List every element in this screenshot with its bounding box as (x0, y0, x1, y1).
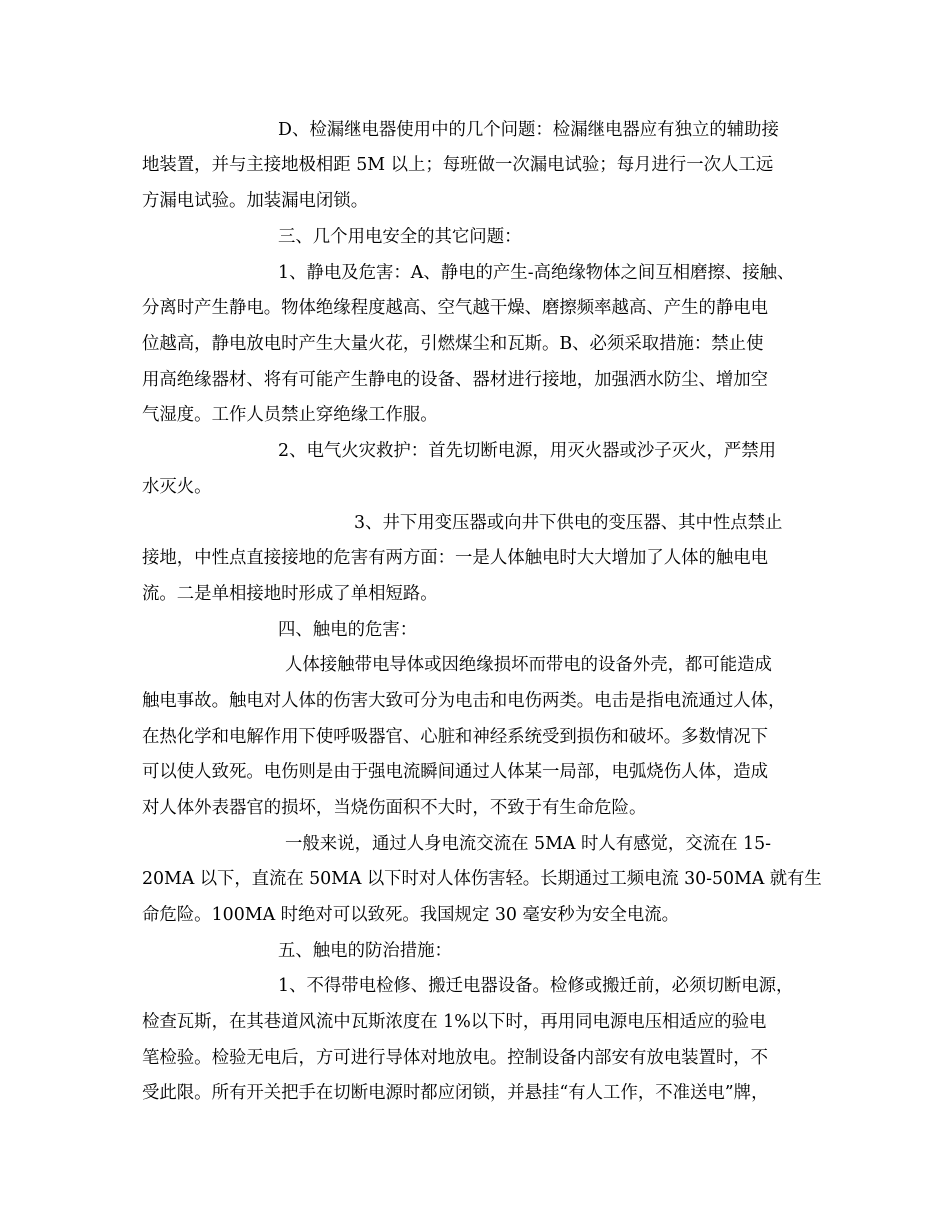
measure-1-line-2: 检查瓦斯，在其巷道风流中瓦斯浓度在 1%以下时，再用同电源电压相适应的验电 (142, 1012, 767, 1032)
item-1-line-5: 气湿度。工作人员禁止穿绝缘工作服。 (142, 405, 438, 425)
current-para-line-2: 20MA 以下，直流在 50MA 以下时对人体伤害轻。长期通过工频电流 30-50MA 就有生 (142, 869, 822, 889)
item-3-line-3: 流。二是单相接地时形成了单相短路。 (142, 584, 438, 604)
paragraph-d-line-1: D、检漏继电器使用中的几个问题：检漏继电器应有独立的辅助接 (278, 120, 779, 140)
paragraph-d-line-2: 地装置，并与主接地极相距 5M 以上；每班做一次漏电试验；每月进行一次人工远 (142, 155, 774, 175)
current-para-line-1: 一般来说，通过人身电流交流在 5MA 时人有感觉，交流在 15- (285, 834, 772, 854)
item-3-line-2: 接地，中性点直接接地的危害有两方面：一是人体触电时大大增加了人体的触电电 (142, 548, 769, 568)
hazard-para-line-5: 对人体外表器官的损坏，当烧伤面积不大时，不致于有生命危险。 (142, 798, 647, 818)
item-3-line-1: 3、井下用变压器或向井下供电的变压器、其中性点禁止 (354, 513, 783, 533)
paragraph-d-line-3: 方漏电试验。加装漏电闭锁。 (142, 191, 369, 211)
item-1-line-2: 分离时产生静电。物体绝缘程度越高、空气越干燥、磨擦频率越高、产生的静电电 (142, 298, 769, 318)
measure-1-line-4: 受此限。所有开关把手在切断电源时都应闭锁，并悬挂“有人工作，不准送电”牌， (142, 1083, 769, 1103)
hazard-para-line-3: 在热化学和电解作用下使呼吸器官、心脏和神经系统受到损伤和破坏。多数情况下 (142, 727, 769, 747)
item-1-line-3: 位越高，静电放电时产生大量火花，引燃煤尘和瓦斯。B、必须采取措施：禁止使 (142, 334, 764, 354)
section-heading-4: 四、触电的危害： (278, 620, 418, 640)
hazard-para-line-4: 可以使人致死。电伤则是由于强电流瞬间通过人体某一局部，电弧烧伤人体，造成 (142, 762, 769, 782)
item-1-line-1: 1、静电及危害：A、静电的产生-高绝缘物体之间互相磨擦、接触、 (278, 263, 795, 283)
current-para-line-3: 命危险。100MA 时绝对可以致死。我国规定 30 毫安秒为安全电流。 (142, 905, 680, 925)
item-2-line-2: 水灭火。 (142, 477, 212, 497)
item-2-line-1: 2、电气火灾救护：首先切断电源，用灭火器或沙子灭火，严禁用 (278, 441, 777, 461)
section-heading-3: 三、几个用电安全的其它问题： (278, 227, 522, 247)
hazard-para-line-2: 触电事故。触电对人体的伤害大致可分为电击和电伤两类。电击是指电流通过人体， (142, 691, 786, 711)
measure-1-line-3: 笔检验。检验无电后，方可进行导体对地放电。控制设备内部安有放电装置时，不 (142, 1048, 769, 1068)
measure-1-line-1: 1、不得带电检修、搬迁电器设备。检修或搬迁前，必须切断电源， (278, 976, 794, 996)
item-1-line-4: 用高绝缘器材、将有可能产生静电的设备、器材进行接地，加强洒水防尘、增加空 (142, 370, 769, 390)
section-heading-5: 五、触电的防治措施： (278, 941, 452, 961)
hazard-para-line-1: 人体接触带电导体或因绝缘损坏而带电的设备外壳，都可能造成 (285, 655, 772, 675)
